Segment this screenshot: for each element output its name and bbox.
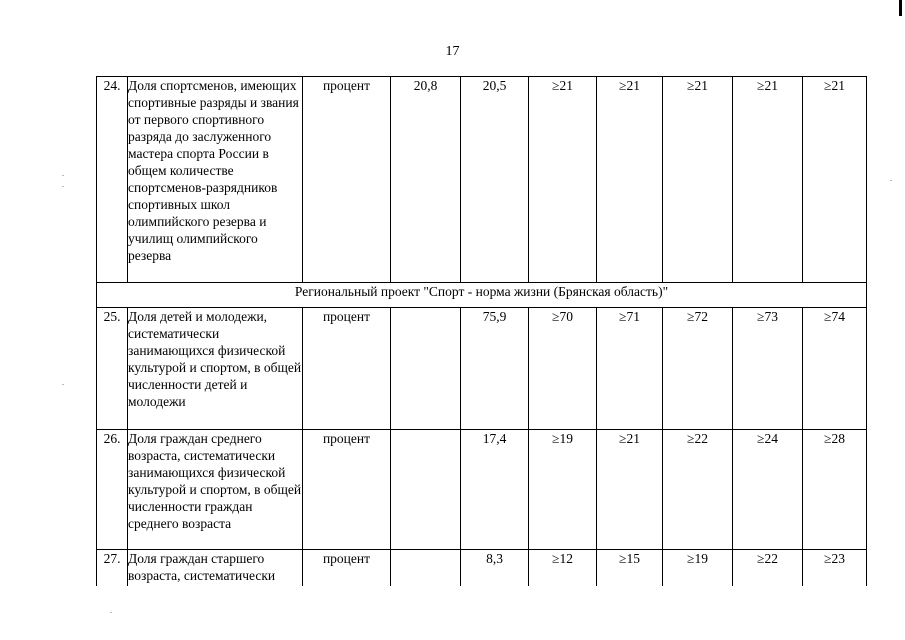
table-row xyxy=(97,308,867,430)
section-title: Региональный проект "Спорт - норма жизни (Брянская область)" xyxy=(97,283,867,308)
unit-cell: процент xyxy=(303,77,391,283)
value-cell: ≥74 xyxy=(803,308,867,430)
value-cell: ≥71 xyxy=(597,308,663,430)
value-cell: 20,5 xyxy=(461,77,529,283)
value-cell: ≥23 xyxy=(803,550,867,586)
indicator-name: Доля граждан старшего возраста, систематически xyxy=(128,550,303,586)
table-row xyxy=(97,550,867,586)
scan-speck xyxy=(62,175,64,176)
scan-speck xyxy=(62,186,64,187)
value-cell: ≥22 xyxy=(733,550,803,586)
value-cell: ≥19 xyxy=(663,550,733,586)
value-cell: ≥12 xyxy=(529,550,597,586)
value-cell: ≥70 xyxy=(529,308,597,430)
indicator-name: Доля граждан среднего возраста, систематически занимающихся физической культурой и спортом, в общей численности граждан среднего возраста xyxy=(128,430,303,550)
value-cell: ≥28 xyxy=(803,430,867,550)
indicator-name: Доля детей и молодежи, систематически занимающихся физической культурой и спортом, в общей численности детей и молодежи xyxy=(128,308,303,430)
table-row xyxy=(97,77,867,283)
unit-cell: процент xyxy=(303,430,391,550)
value-cell: ≥22 xyxy=(663,430,733,550)
value-cell xyxy=(391,308,461,430)
row-number: 27. xyxy=(97,550,128,586)
row-number: 25. xyxy=(97,308,128,430)
row-number: 26. xyxy=(97,430,128,550)
value-cell: 17,4 xyxy=(461,430,529,550)
value-cell: ≥19 xyxy=(529,430,597,550)
value-cell: ≥24 xyxy=(733,430,803,550)
value-cell: ≥21 xyxy=(733,77,803,283)
value-cell: ≥73 xyxy=(733,308,803,430)
value-cell: 8,3 xyxy=(461,550,529,586)
scan-speck xyxy=(62,384,64,385)
table-row xyxy=(97,430,867,550)
scan-speck xyxy=(890,180,892,181)
value-cell: 75,9 xyxy=(461,308,529,430)
unit-cell: процент xyxy=(303,308,391,430)
value-cell: ≥72 xyxy=(663,308,733,430)
section-row xyxy=(97,283,867,308)
value-cell xyxy=(391,430,461,550)
value-cell: ≥21 xyxy=(597,430,663,550)
value-cell: ≥21 xyxy=(803,77,867,283)
row-number: 24. xyxy=(97,77,128,283)
scan-edge-mark xyxy=(899,0,902,16)
value-cell: ≥15 xyxy=(597,550,663,586)
page-number: 17 xyxy=(445,44,460,59)
indicators-table xyxy=(96,76,867,586)
value-cell: ≥21 xyxy=(663,77,733,283)
value-cell: ≥21 xyxy=(529,77,597,283)
indicator-name: Доля спортсменов, имеющих спортивные разряды и звания от первого спортивного разряда до заслуженного мастера спорта России в общем количестве спортсменов-разрядников спортивных школ олимпийского резерва и училищ олимпийского резерва xyxy=(128,77,303,283)
unit-cell: процент xyxy=(303,550,391,586)
value-cell xyxy=(391,550,461,586)
scan-speck xyxy=(110,612,112,613)
value-cell: 20,8 xyxy=(391,77,461,283)
value-cell: ≥21 xyxy=(597,77,663,283)
